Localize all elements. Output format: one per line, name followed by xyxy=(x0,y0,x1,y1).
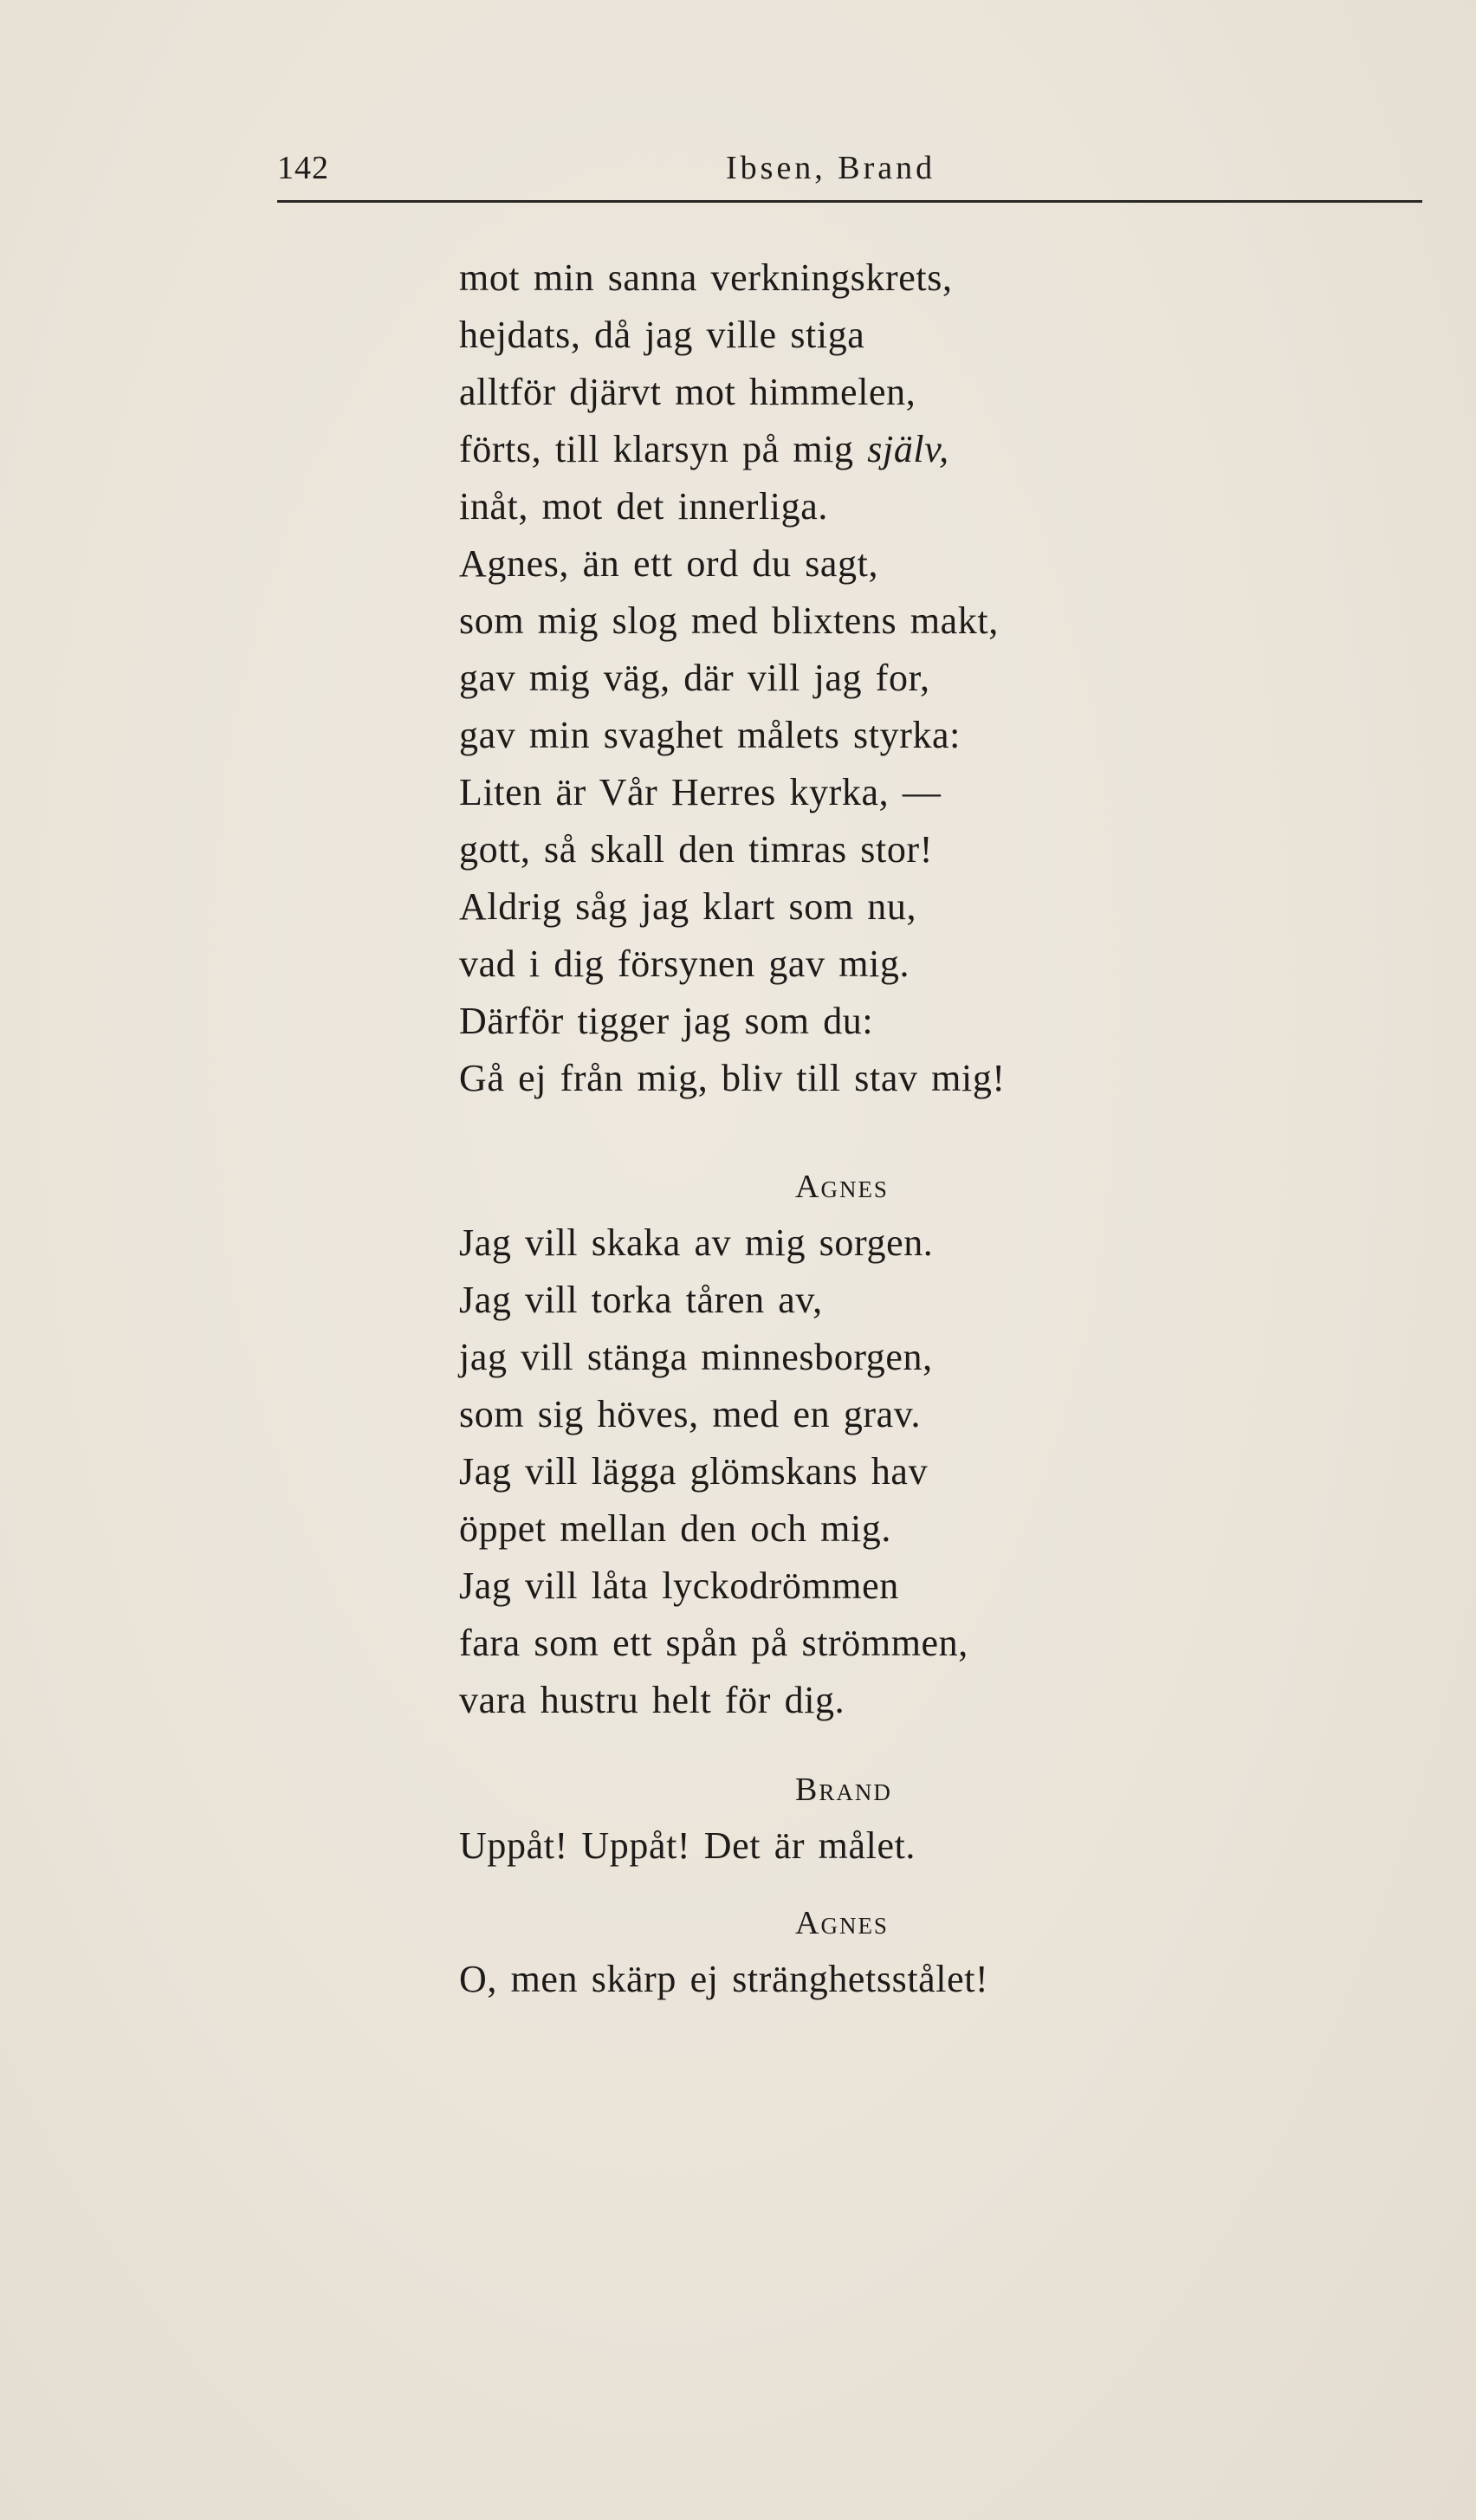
verse-line: gav mig väg, där vill jag for, xyxy=(459,657,930,699)
speaker-name-agnes: Agnes xyxy=(795,1169,889,1205)
verse-line: Jag vill skaka av mig sorgen. xyxy=(459,1221,934,1264)
verse-line: Gå ej från mig, bliv till stav mig! xyxy=(459,1057,1006,1099)
verse-line: som sig höves, med en grav. xyxy=(459,1393,922,1435)
verse-line: mot min sanna verkningskrets, xyxy=(459,256,953,299)
verse-line: Jag vill torka tåren av, xyxy=(459,1279,823,1321)
verse-line: Jag vill lägga glömskans hav xyxy=(459,1450,929,1493)
verse-line: vara hustru helt för dig. xyxy=(459,1679,845,1721)
verse-line: som mig slog med blixtens makt, xyxy=(459,599,999,642)
running-title: Ibsen, Brand xyxy=(726,150,936,186)
verse-line: gott, så skall den timras stor! xyxy=(459,828,933,871)
verse-line: hejdats, då jag ville stiga xyxy=(459,314,865,356)
verse-line: öppet mellan den och mig. xyxy=(459,1507,891,1550)
verse-line: fara som ett spån på strömmen, xyxy=(459,1622,968,1664)
verse-line-text: förts, till klarsyn på mig xyxy=(459,428,868,470)
verse-line: Därför tigger jag som du: xyxy=(459,1000,874,1042)
verse-line: Agnes, än ett ord du sagt, xyxy=(459,542,879,585)
speech-block-agnes xyxy=(459,1215,1412,1729)
verse-line: Uppåt! Uppåt! Det är målet. xyxy=(459,1824,916,1867)
verse-line: O, men skärp ej stränghetsstålet! xyxy=(459,1958,989,2000)
play-text xyxy=(459,249,1412,2008)
verse-line: inåt, mot det innerliga. xyxy=(459,485,828,528)
speaker-name-agnes: Agnes xyxy=(795,1905,889,1941)
verse-line: alltför djärvt mot himmelen, xyxy=(459,371,916,413)
verse-line xyxy=(459,421,1412,478)
page-header xyxy=(277,137,1422,199)
verse-block xyxy=(459,249,1412,1107)
verse-line: Jag vill låta lyckodrömmen xyxy=(459,1564,899,1607)
verse-line: gav min svaghet målets styrka: xyxy=(459,714,961,756)
verse-line: Liten är Vår Herres kyrka, — xyxy=(459,771,942,813)
header-rule xyxy=(277,200,1422,203)
verse-line: Aldrig såg jag klart som nu, xyxy=(459,885,917,928)
verse-line: jag vill stänga minnesborgen, xyxy=(459,1336,933,1378)
italic-emphasis: själv, xyxy=(867,428,949,470)
verse-line: vad i dig försynen gav mig. xyxy=(459,943,910,985)
page-number: 142 xyxy=(277,150,329,186)
speaker-name-brand: Brand xyxy=(795,1772,892,1808)
